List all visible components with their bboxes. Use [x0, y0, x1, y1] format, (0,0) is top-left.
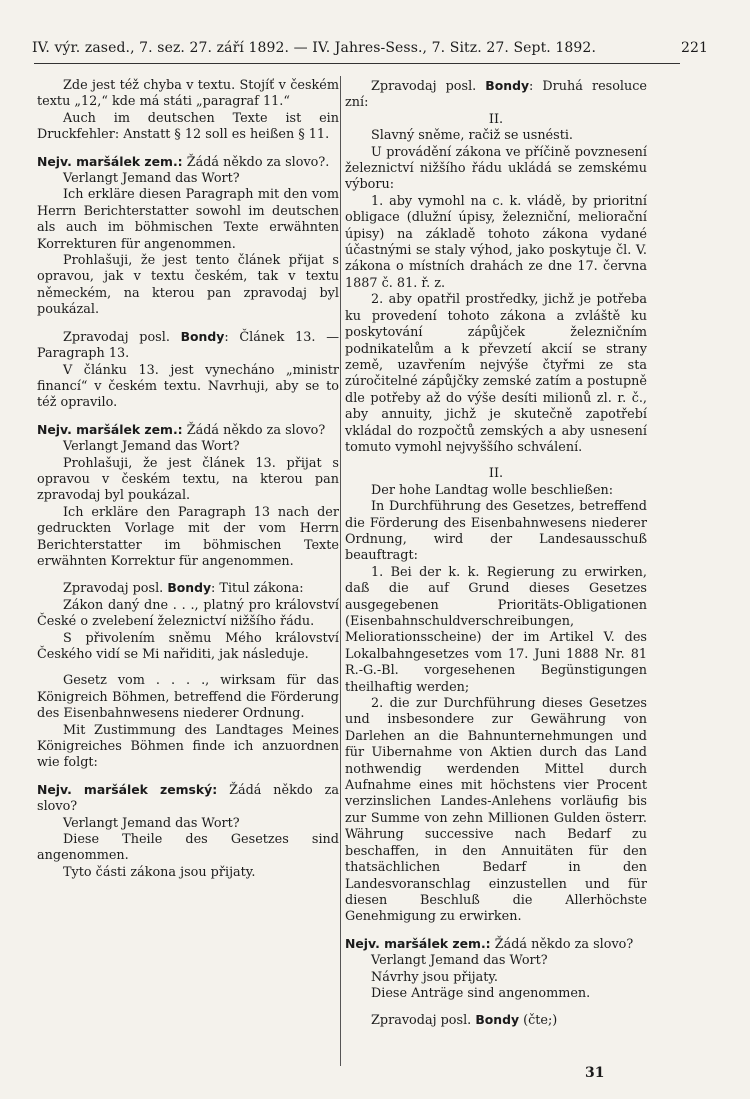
paragraph: Slavný sněme, račiž se usnésti.: [371, 128, 574, 144]
paragraph: Auch im deutschen Texte ist ein Druckfehler: Anstatt § 12 soll es heißen § 11.: [37, 110, 339, 143]
paragraph: In Durchführung des Gesetzes, betreffend die Förderung des Eisenbahnwesens niederer Ordnung, wird der Landesausschuß beauftragt:: [345, 499, 647, 564]
paragraph: II.: [488, 466, 504, 482]
paragraph: [37, 329, 339, 363]
speech-text: : Článek 13. — Paragraph 13.: [37, 329, 339, 362]
paragraph: 1. aby vymohl na c. k. vládě, by prioritní obligace (dlužní úpisy, železniční, meliorační úpisy) na základě tohoto zákona vydané účastnými se staly výhod, jako poskytuje čl. V. zákona o místních drahách ze dne 17. června 1887 č. 81. ř. z.: [345, 193, 647, 291]
paragraph: Diese Anträge sind angenommen.: [371, 985, 591, 1001]
paragraph: Návrhy jsou přijaty.: [371, 969, 498, 985]
speaker-name: Bondy: [180, 328, 225, 344]
paragraph: Zde jest též chyba v textu. Stojíť v českém textu „12,“ kde má státi „paragraf 11.“: [37, 78, 339, 110]
paragraph: Prohlašuji, že jest tento článek přijat s opravou, jak v textu českém, tak v textu německém, na kterou pan zpravodaj byl poukázal.: [37, 253, 339, 318]
paragraph: II.: [488, 111, 504, 127]
paragraph: V článku 13. jest vynecháno „ministr financí“ v českém textu. Navrhuji, aby se to též opravilo.: [37, 362, 339, 411]
header-rule: [34, 63, 680, 64]
speech-text: Žádá někdo za slovo?: [37, 782, 340, 815]
paragraph: [37, 422, 339, 439]
speaker-role: Zpravodaj posl.: [63, 581, 168, 597]
speech-text: Žádá někdo za slovo?.: [182, 154, 330, 170]
speaker-name: Bondy: [485, 78, 530, 93]
speech-text: Žádá někdo za slovo?: [182, 422, 326, 438]
page-number: 221: [680, 40, 708, 56]
signature-number: 31: [585, 1065, 605, 1081]
running-header: [32, 40, 708, 56]
speaker-role: Zpravodaj posl.: [371, 1013, 476, 1029]
paragraph: Verlangt Jemand das Wort?: [63, 439, 240, 455]
paragraph: 1. Bei der k. k. Regierung zu erwirken, daß die auf Grund dieses Gesetzes ausgegebenen Prioritäts-Obligationen (Eisenbahnschuldverschreibungen, Meliorationsscheine) der im Artikel V. des Lokalbahngesetzes vom 17. Juni 1888 Nr. 81 R.-G.-Bl. vorgesehenen Begünstigungen theilhaftig werden;: [345, 564, 647, 695]
speaker-name: Nejv. maršálek zem.:: [37, 421, 183, 437]
paragraph: Verlangt Jemand das Wort?: [371, 953, 548, 969]
speech-text: (čte;): [519, 1013, 558, 1029]
paragraph: [345, 1012, 647, 1029]
speaker-name: Nejv. maršálek zemský:: [37, 781, 218, 797]
paragraph: Tyto části zákona jsou přijaty.: [63, 864, 256, 880]
left-column: [37, 78, 339, 881]
paragraph: 2. aby opatřil prostředky, jichž je potřeba ku provedení tohoto zákona a zvláště ku poskytování zápůjček železničním podnikatelům a k převzetí akcií se strany země, uzavřením nejvýše čtyřmi ze sta zúročitelné zápůjčky zemské zatím a postupně dle potřeby až do výše desíti milionů zl. r. č., aby annuity, jichž je skutečně zapotřebí vkládal do rozpočtů zemských a aby usnesení tomuto vymohl nejvyššího schválení.: [345, 292, 647, 455]
paragraph: Ich erkläre den Paragraph 13 nach der gedruckten Vorlage mit der vom Herrn Berichterstatter im böhmischen Texte erwähnten Korrektur für angenommen.: [37, 504, 339, 569]
speaker-name: Nejv. maršálek zem.:: [37, 153, 183, 169]
paragraph: Diese Theile des Gesetzes sind angenommen.: [37, 832, 339, 864]
paragraph: [37, 154, 339, 171]
speaker-role: Zpravodaj posl.: [63, 329, 181, 345]
speaker-name: Nejv. maršálek zem.:: [345, 935, 491, 951]
paragraph: U provádění zákona ve příčině povznesení železnictví nižšího řádu ukládá se zemskému výboru:: [345, 144, 647, 193]
speech-text: Žádá někdo za slovo?: [490, 936, 634, 952]
column-divider: [340, 76, 341, 1066]
speaker-name: Bondy: [167, 580, 212, 596]
speaker-role: Zpravodaj posl.: [371, 79, 486, 94]
paragraph: Prohlašuji, že jest článek 13. přijat s opravou v českém textu, na kterou pan zpravodaj byl poukázal.: [37, 455, 339, 504]
paragraph: Gesetz vom . . . ., wirksam für das Königreich Böhmen, betreffend die Förderung des Eisenbahnwesens niederer Ordnung.: [37, 673, 339, 722]
paragraph: S přivolením sněmu Mého království Českého vidí se Mi nařiditi, jak následuje.: [37, 630, 339, 662]
speaker-name: Bondy: [475, 1012, 520, 1028]
paragraph: 2. die zur Durchführung dieses Gesetzes und insbesondere zur Gewährung von Darlehen an die Bahnunternehmungen und für Uibernahme von Aktien durch das Land nothwendig werdenden Mittel durch Aufnahme eines mit höchstens vier Procent verzinslichen Landes-Anlehens vorläufig bis zur Summe von zehn Millionen Gulden österr. Währung successive nach Bedarf zu beschaffen, in den Annuitäten für den thatsächlichen Bedarf in den Landesvoranschlag einzustellen und für diesen Beschluß die Allerhöchste Genehmigung zu erwirken.: [345, 696, 647, 925]
paragraph: Der hohe Landtag wolle beschließen:: [371, 482, 614, 498]
paragraph: [37, 782, 339, 816]
paragraph: [345, 936, 647, 953]
speech-text: : Druhá resoluce zní:: [345, 79, 647, 111]
paragraph: Mit Zustimmung des Landtages Meines Königreiches Böhmen finde ich anzuordnen wie folgt:: [37, 722, 339, 771]
paragraph: [37, 580, 339, 597]
paragraph: Zákon daný dne . . ., platný pro království České o zvelebení železnictví nižšího řádu.: [37, 597, 339, 630]
header-czech: IV. výr. zased., 7. sez. 27. září 1892.: [32, 40, 290, 56]
right-column: [345, 78, 647, 1030]
header-dash: —: [293, 40, 308, 56]
speech-text: : Titul zákona:: [211, 581, 304, 597]
paragraph: Ich erkläre diesen Paragraph mit den vom Herrn Berichterstatter sowohl im deutschen als auch im böhmischen Texte erwähnten Korrekturen für angenommen.: [37, 187, 339, 252]
header-german: IV. Jahres-Sess., 7. Sitz. 27. Sept. 1892.: [312, 40, 596, 56]
paragraph: Verlangt Jemand das Wort?: [63, 171, 240, 187]
paragraph: Verlangt Jemand das Wort?: [63, 815, 240, 831]
paragraph: [345, 78, 647, 112]
